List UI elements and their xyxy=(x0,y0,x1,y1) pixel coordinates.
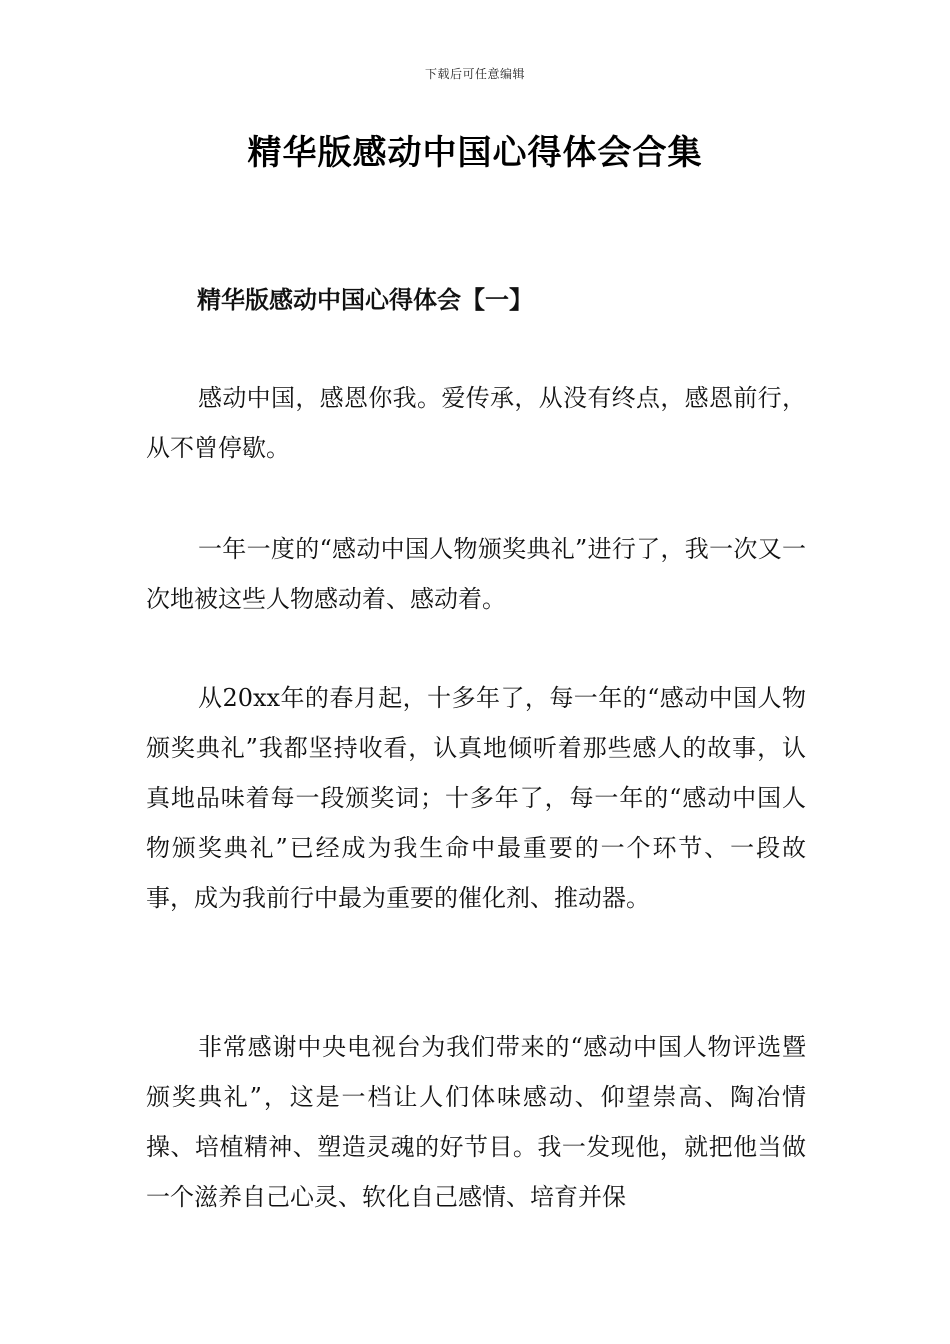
section-heading: 精华版感动中国心得体会【一】 xyxy=(197,285,533,314)
paragraph: 感动中国，感恩你我。爱传承，从没有终点，感恩前行，从不曾停歇。 xyxy=(146,384,806,462)
document-title: 精华版感动中国心得体会合集 xyxy=(247,133,703,173)
paragraph: 从20xx年的春月起，十多年了，每一年的“感动中国人物颁奖典礼”我都坚持收看，认真地倾听着那些感人的故事，认真地品味着每一段颁奖词；十多年了，每一年的“感动中国人物颁奖典礼”已经成为我生命中最重要的一个环节、一段故事，成为我前行中最为重要的催化剂、推动器。 xyxy=(146,684,806,912)
paragraph: 一年一度的“感动中国人物颁奖典礼”进行了，我一次又一次地被这些人物感动着、感动着。 xyxy=(146,535,806,613)
paragraph: 非常感谢中央电视台为我们带来的“感动中国人物评选暨颁奖典礼”，这是一档让人们体味感动、仰望崇高、陶冶情操、培植精神、塑造灵魂的好节目。我一发现他，就把他当做一个滋养自己心灵、软化自己感情、培育并保 xyxy=(146,1033,806,1211)
header-note: 下载后可任意编辑 xyxy=(424,67,525,81)
